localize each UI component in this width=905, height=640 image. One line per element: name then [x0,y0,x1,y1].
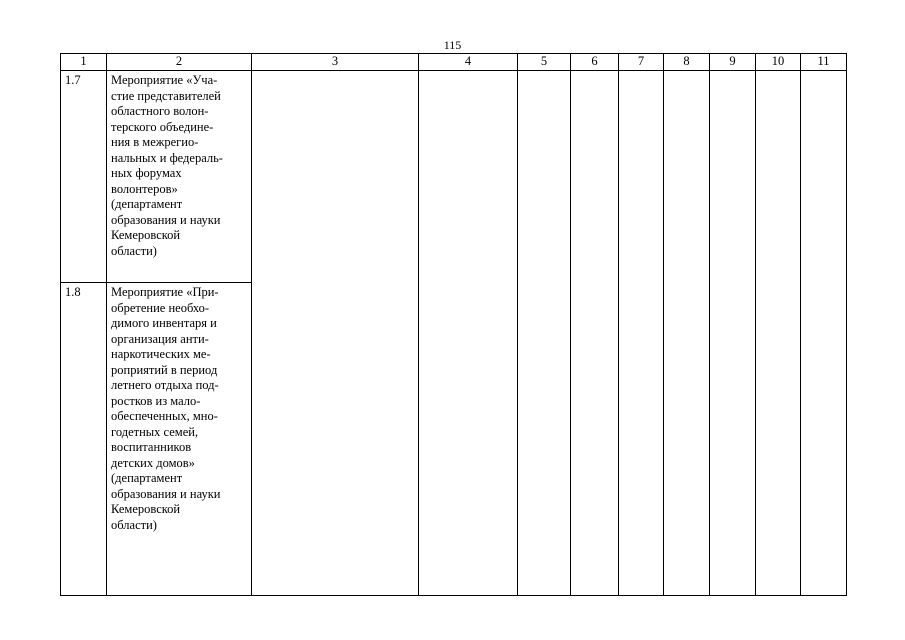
description-line: организация анти- [111,331,209,346]
description-line: ния в межрегио- [111,135,199,149]
column-header: 5 [518,54,571,71]
empty-cell [664,71,710,283]
empty-cell [710,71,756,283]
empty-cell [756,283,801,596]
description-line: детских домов» [111,455,195,470]
description-line: области) [111,517,157,532]
empty-cell [619,283,664,596]
empty-cell [419,283,518,596]
empty-cell [756,71,801,283]
description-line: волонтеров» [111,181,178,196]
column-number-row [61,54,847,71]
column-header: 8 [664,54,710,71]
description-line: (департамент [111,471,183,485]
column-header: 3 [252,54,419,71]
empty-cell [710,283,756,596]
empty-cell [801,71,847,283]
description-line: воспитанников [111,440,192,454]
description-line: Мероприятие «При- [111,285,219,299]
description-line: области) [111,243,157,258]
description-line: ростков из мало- [111,393,201,408]
description-line: ных форумах [111,166,182,180]
column-header: 11 [801,54,847,71]
column-header: 10 [756,54,801,71]
empty-cell [664,283,710,596]
description-line: обретение необхо- [111,300,210,315]
description-line: роприятий в период [111,362,218,377]
description-line: областного волон- [111,104,209,118]
item-description [107,71,252,283]
empty-cell [518,71,571,283]
program-table [60,53,847,596]
description-line: обеспеченных, мно- [111,409,218,423]
description-line: образования и науки [111,212,221,227]
column-header: 1 [61,54,107,71]
description-line: (департамент [111,197,183,211]
description-line: наркотических ме- [111,347,211,361]
item-description [107,283,252,596]
description-line: годетных семей, [111,424,199,439]
description-line: Кемеровской [111,502,181,516]
description-line: Мероприятие «Уча- [111,73,218,87]
empty-cell [571,283,619,596]
empty-cell [252,71,419,283]
empty-cell [518,283,571,596]
column-header: 9 [710,54,756,71]
column-header: 6 [571,54,619,71]
table-row [61,283,847,596]
item-number: 1.8 [61,283,107,596]
empty-cell [571,71,619,283]
empty-cell [252,283,419,596]
page-number: 115 [443,38,462,52]
description-line: летнего отдыха под- [111,378,219,392]
description-line: образования и науки [111,486,221,501]
description-line: терского объедине- [111,119,214,134]
description-line: димого инвентаря и [111,316,217,330]
empty-cell [619,71,664,283]
empty-cell [801,283,847,596]
table-row [61,71,847,283]
description-line: нальных и федераль- [111,150,223,165]
item-number: 1.7 [61,71,107,283]
description-line: стие представителей [111,88,221,103]
column-header: 2 [107,54,252,71]
empty-cell [419,71,518,283]
column-header: 7 [619,54,664,71]
description-line: Кемеровской [111,228,181,242]
column-header: 4 [419,54,518,71]
